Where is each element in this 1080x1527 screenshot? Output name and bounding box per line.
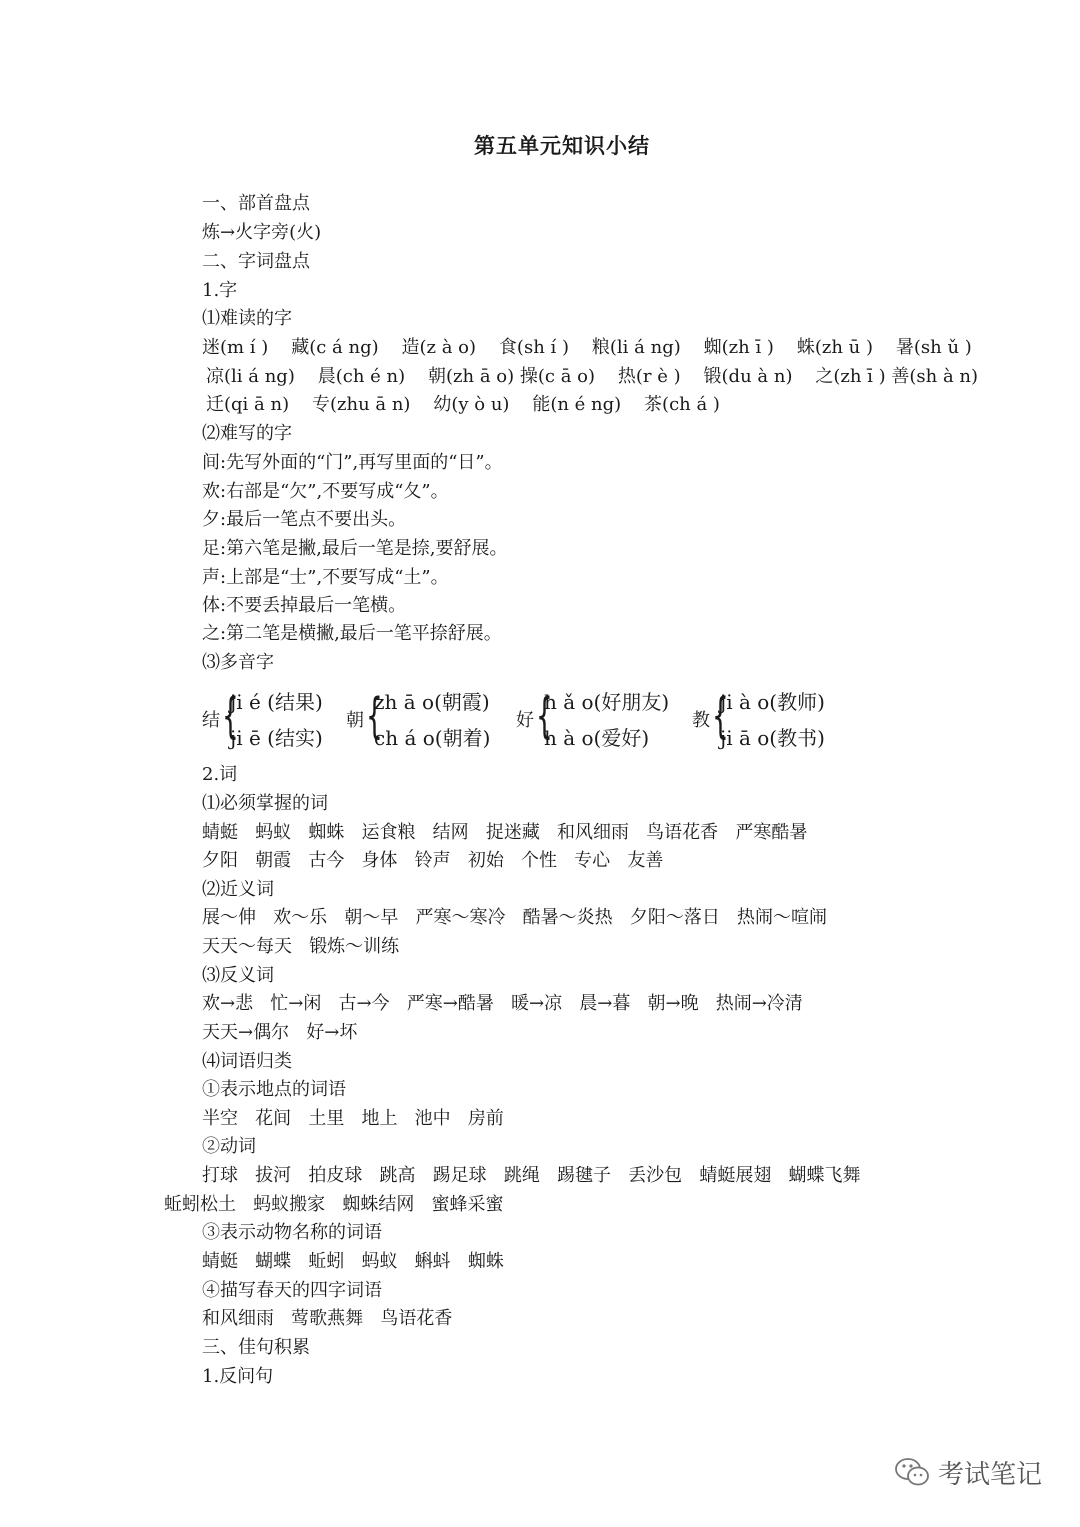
polyphone-reading: ch á o(朝着) bbox=[374, 726, 491, 750]
polyphone-char: 教 bbox=[692, 710, 710, 731]
subheading: 1.反问句 bbox=[202, 1366, 274, 1387]
subheading: 2.词 bbox=[202, 764, 238, 785]
polyphone-char: 好 bbox=[516, 710, 534, 731]
polyphone-reading: zh ā o(朝霞) bbox=[374, 690, 490, 714]
word-list: 和风细雨 莺歌燕舞 鸟语花香 bbox=[202, 1308, 453, 1329]
word-list: 展～伸 欢～乐 朝～早 严寒～寒冷 酷暑～炎热 夕阳～落日 热闹～喧闹 bbox=[202, 907, 827, 928]
pinyin-line: 凉(li á ng) 晨(ch é n) 朝(zh ā o) 操(c ā o) 热(r è ) 锻(du à n) 之(zh ī ) 善(sh à n) bbox=[206, 366, 979, 387]
brace-icon: { bbox=[536, 688, 553, 744]
subheading: ⑵难写的字 bbox=[202, 423, 292, 444]
text-line: 夕:最后一笔点不要出头。 bbox=[202, 509, 407, 530]
subheading: ⑶反义词 bbox=[202, 965, 274, 986]
watermark bbox=[894, 1452, 1042, 1492]
word-list: 蜻蜓 蝴蝶 蚯蚓 蚂蚁 蝌蚪 蜘蛛 bbox=[202, 1251, 504, 1272]
subheading: 1.字 bbox=[202, 280, 238, 301]
pinyin-line: 迷(m í ) 藏(c á ng) 造(z à o) 食(sh í ) 粮(li á ng) 蜘(zh ī ) 蛛(zh ū ) 暑(sh ǔ ) bbox=[202, 337, 972, 358]
subheading: ⑷词语归类 bbox=[202, 1051, 292, 1072]
page-title: 第五单元知识小结 bbox=[474, 133, 650, 158]
text-line: 间:先写外面的“门”,再写里面的“日”。 bbox=[202, 452, 503, 473]
brace-icon: { bbox=[366, 688, 383, 744]
polyphone-group bbox=[692, 684, 852, 750]
subheading: ⑴难读的字 bbox=[202, 308, 292, 329]
section-heading-words: 二、字词盘点 bbox=[202, 251, 310, 272]
brace-icon: { bbox=[222, 688, 239, 744]
word-list: 天天～每天 锻炼～训练 bbox=[202, 936, 400, 957]
word-list: 蚯蚓松土 蚂蚁搬家 蜘蛛结网 蜜蜂采蜜 bbox=[164, 1194, 504, 1215]
word-list: 夕阳 朝霞 古今 身体 铃声 初始 个性 专心 友善 bbox=[202, 850, 664, 871]
subheading: ⑴必须掌握的词 bbox=[202, 793, 328, 814]
word-list: 蜻蜓 蚂蚁 蜘蛛 运食粮 结网 捉迷藏 和风细雨 鸟语花香 严寒酷暑 bbox=[202, 822, 808, 843]
text-line: 声:上部是“士”,不要写成“土”。 bbox=[202, 567, 449, 588]
watermark-text: 考试笔记 bbox=[938, 1459, 1043, 1490]
text-line: 欢:右部是“欠”,不要写成“夂”。 bbox=[202, 481, 449, 502]
word-list: 半空 花间 土里 地上 池中 房前 bbox=[202, 1108, 504, 1129]
word-list: 天天→偶尔 好→坏 bbox=[202, 1022, 358, 1043]
subheading: ⑶多音字 bbox=[202, 652, 274, 673]
subheading: ②动词 bbox=[202, 1136, 256, 1157]
subheading: ④描写春天的四字词语 bbox=[202, 1280, 382, 1301]
polyphone-char: 朝 bbox=[346, 710, 364, 731]
pinyin-line: 迁(qi ā n) 专(zhu ā n) 幼(y ò u) 能(n é ng) 茶(ch á ) bbox=[206, 394, 720, 415]
polyphone-reading: ji ē (结实) bbox=[230, 726, 323, 750]
subheading: ⑵近义词 bbox=[202, 879, 274, 900]
subheading: ①表示地点的词语 bbox=[202, 1079, 346, 1100]
word-list: 打球 拔河 拍皮球 跳高 踢足球 跳绳 踢毽子 丢沙包 蜻蜓展翅 蝴蝶飞舞 bbox=[202, 1165, 861, 1186]
polyphone-reading: ji à o(教师) bbox=[720, 690, 825, 714]
brace-icon: { bbox=[712, 688, 729, 744]
text-line: 之:第二笔是横撇,最后一笔平捺舒展。 bbox=[202, 623, 502, 644]
polyphone-group bbox=[202, 684, 342, 750]
subheading: ③表示动物名称的词语 bbox=[202, 1222, 382, 1243]
text-line: 体:不要丢掉最后一笔横。 bbox=[202, 595, 407, 616]
word-list: 欢→悲 忙→闲 古→今 严寒→酷暑 暖→凉 晨→暮 朝→晚 热闹→冷清 bbox=[202, 993, 803, 1014]
polyphone-reading: ji é (结果) bbox=[230, 690, 323, 714]
section-heading-sentences: 三、佳句积累 bbox=[202, 1337, 310, 1358]
polyphone-reading: h à o(爱好) bbox=[544, 726, 650, 750]
polyphone-reading: ji ā o(教书) bbox=[720, 726, 825, 750]
wechat-icon bbox=[894, 1456, 930, 1488]
polyphone-group bbox=[346, 684, 506, 750]
polyphone-char: 结 bbox=[202, 710, 220, 731]
text-line: 炼→火字旁(火) bbox=[202, 222, 322, 243]
section-heading-radicals: 一、部首盘点 bbox=[202, 193, 310, 214]
text-line: 足:第六笔是撇,最后一笔是捺,要舒展。 bbox=[202, 538, 508, 559]
polyphone-group bbox=[516, 684, 686, 750]
polyphone-reading: h ǎ o(好朋友) bbox=[544, 690, 670, 714]
